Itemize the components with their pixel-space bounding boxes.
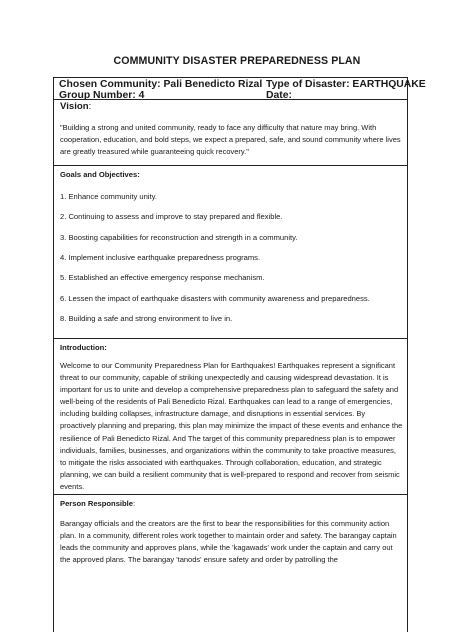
community-label: Chosen Community: Pali Benedicto Rizal bbox=[59, 79, 263, 90]
person-responsible-section bbox=[54, 495, 407, 635]
goals-section bbox=[54, 166, 407, 339]
goals-label: Goals and Objectives: bbox=[60, 170, 140, 179]
document-title: COMMUNITY DISASTER PREPAREDNESS PLAN bbox=[113, 55, 361, 67]
introduction-text: Welcome to our Community Preparedness Plan for Earthquakes! Earthquakes represent a significant threat to our community, capable of striking unexpectedly and causing widespread devastation. It is important for us to unite and develop a comprehensive preparedness plan to safeguard the safety and well-being of the residents of Pali Benedicto Rizal. Earthquakes can lead to a range of emergencies, including building collapses, infrastructure damage, and disruptions in essential services. By proactively planning and preparing, this plan may minimize the impact of these events and enhance the resilience of Pali Benedicto Rizal. And The target of this community preparedness plan is to empower individuals, families, businesses, and organizations within the community to take proactive measures, to mitigate the risks associated with earthquakes. Through collaboration, education, and strategic planning, we can build a resilient community that is well-prepared to respond and recover from seismic events. bbox=[60, 361, 403, 491]
plan-table bbox=[53, 77, 426, 632]
introduction-section bbox=[54, 339, 407, 495]
vision-text: "Building a strong and united community, ready to face any difficulty that nature may bring. With cooperation, education, and bold steps, we expect a prepared, safe, and sound community where lives are greatly treasured while guaranteeing quick recovery." bbox=[60, 123, 401, 157]
group-number-label: Group Number: 4 bbox=[59, 90, 145, 101]
goal-item: 3. Boosting capabilities for reconstruction and strength in a community. bbox=[60, 233, 298, 242]
person-responsible-text: Barangay officials and the creators are the first to bear the responsibilities for this community action plan. In a community, different roles work together to maintain order and safety. The barangay captain leads the community and approves plans, while the 'kagawads' work under the captain and carry out the approved plans. The barangay 'tanods' ensure safety and order by patrolling the bbox=[60, 519, 397, 565]
goal-item: 1. Enhance community unity. bbox=[60, 192, 157, 201]
goal-item: 6. Lessen the impact of earthquake disasters with community awareness and preparedness. bbox=[60, 294, 370, 303]
date-label: Date: bbox=[266, 90, 292, 101]
header-row bbox=[54, 78, 426, 101]
vision-label: Vision: bbox=[60, 101, 92, 112]
goal-item: 2. Continuing to assess and improve to stay prepared and flexible. bbox=[60, 212, 283, 221]
goal-item: 4. Implement inclusive earthquake preparedness programs. bbox=[60, 253, 261, 262]
goal-item: 5. Established an effective emergency response mechanism. bbox=[60, 273, 265, 282]
vision-section bbox=[54, 100, 407, 166]
goal-item: 8. Building a safe and strong environment to live in. bbox=[60, 314, 233, 323]
person-responsible-label: Person Responsible: bbox=[60, 499, 136, 508]
disaster-type-label: Type of Disaster: EARTHQUAKE bbox=[266, 79, 426, 90]
introduction-label: Introduction: bbox=[60, 343, 107, 352]
